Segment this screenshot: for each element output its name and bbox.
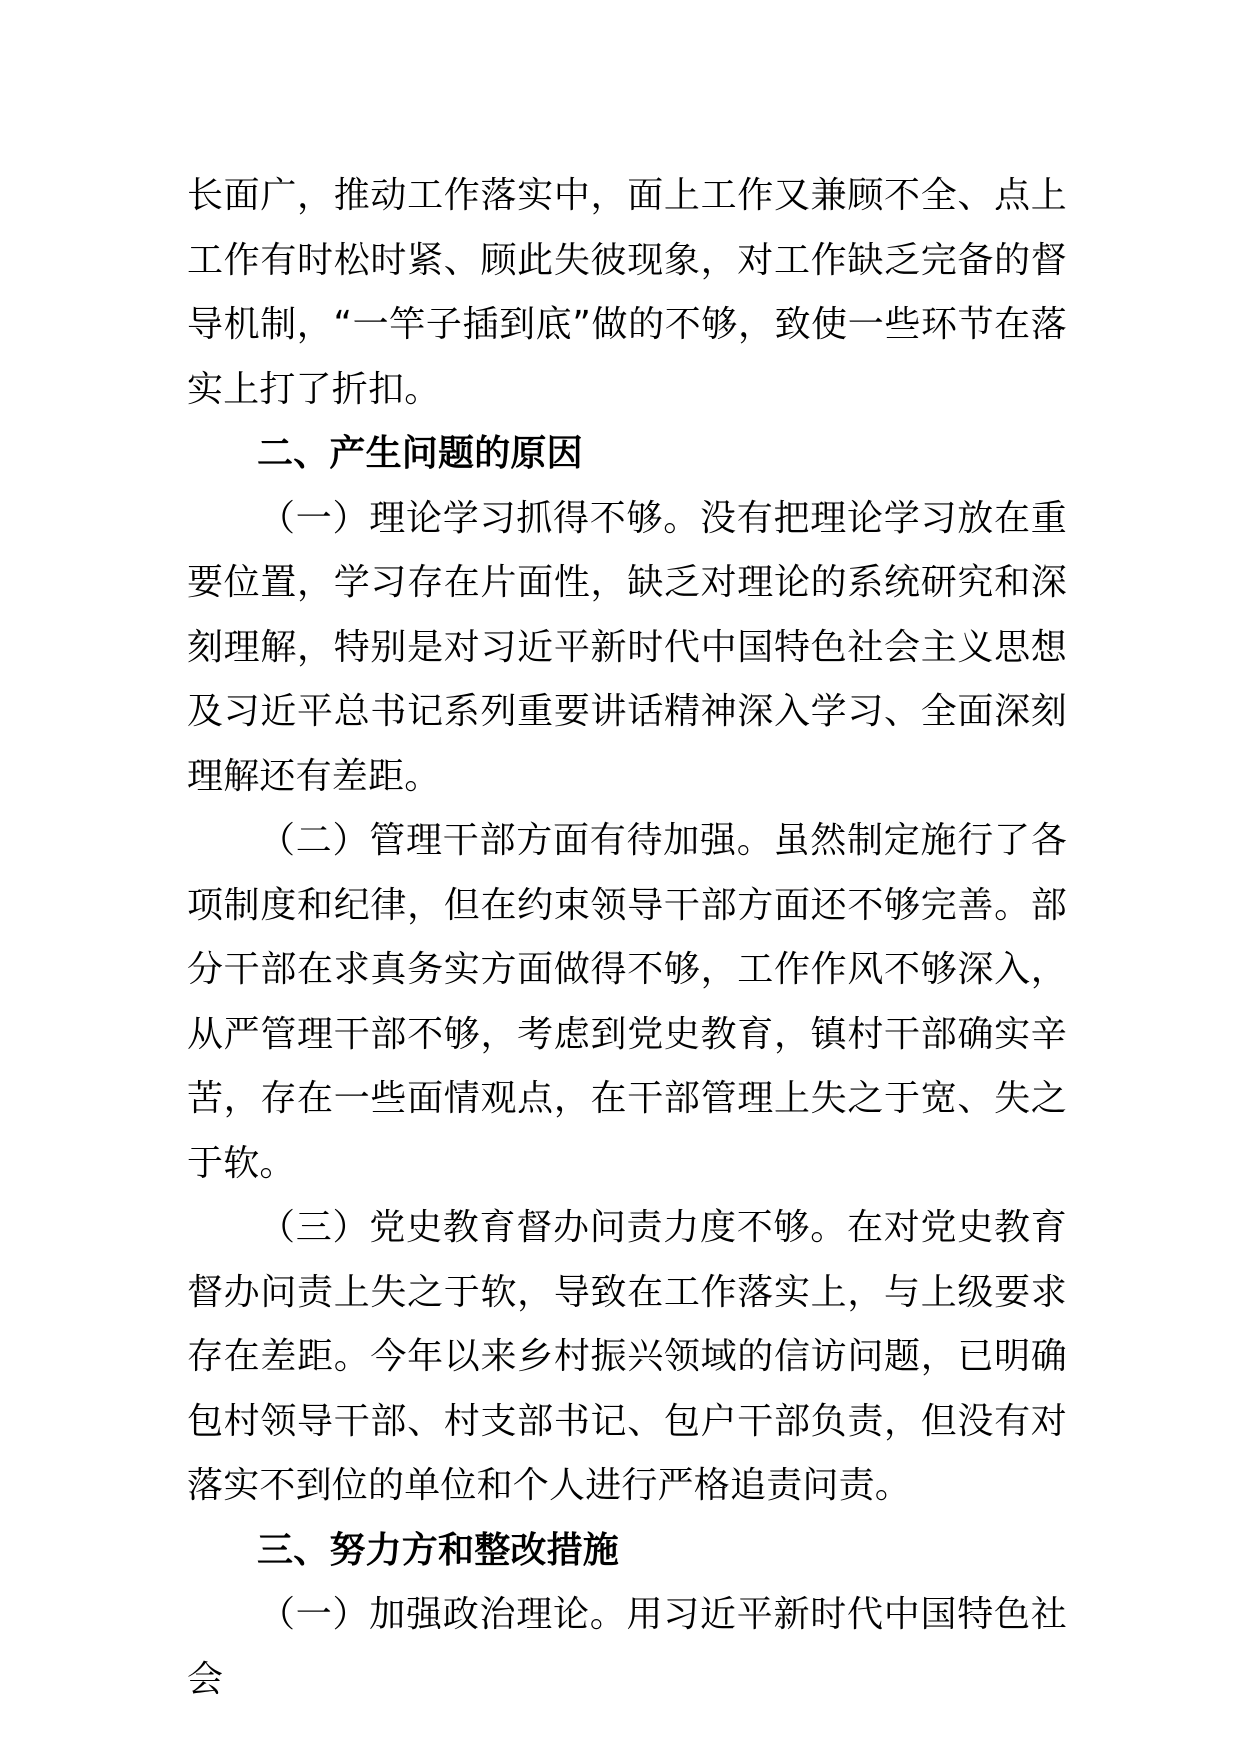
paragraph-cause-1: （一）理论学习抓得不够。没有把理论学习放在重要位置，学习存在片面性，缺乏对理论的系统研究和深刻理解，特别是对习近平新时代中国特色社会主义思想及习近平总书记系列重要讲话精神深入学习、全面深刻理解还有差距。 [187, 497, 1067, 797]
document-page [187, 164, 1067, 1712]
paragraph-continuation: 长面广，推动工作落实中，面上工作又兼顾不全、点上工作有时松时紧、顾此失彼现象，对工作缺乏完备的督导机制，“一竿子插到底”做的不够，致使一些环节在落实上打了折扣。 [187, 175, 1067, 410]
paragraph-measure-1: （一）加强政治理论。用习近平新时代中国特色社会 [187, 1594, 1067, 1700]
section-heading-measures: 三、努力方和整改措施 [257, 1529, 620, 1571]
section-heading-causes: 二、产生问题的原因 [257, 433, 583, 474]
paragraph-cause-2: （二）管理干部方面有待加强。虽然制定施行了各项制度和纪律，但在约束领导干部方面还不够完善。部分干部在求真务实方面做得不够，工作作风不够深入，从严管理干部不够，考虑到党史教育，镇村干部确实辛苦，存在一些面情观点，在干部管理上失之于宽、失之于软。 [187, 820, 1067, 1184]
paragraph-cause-3: （三）党史教育督办问责力度不够。在对党史教育督办问责上失之于软，导致在工作落实上，与上级要求存在差距。今年以来乡村振兴领域的信访问题，已明确包村领导干部、村支部书记、包户干部负责，但没有对落实不到位的单位和个人进行严格追责问责。 [187, 1207, 1067, 1506]
